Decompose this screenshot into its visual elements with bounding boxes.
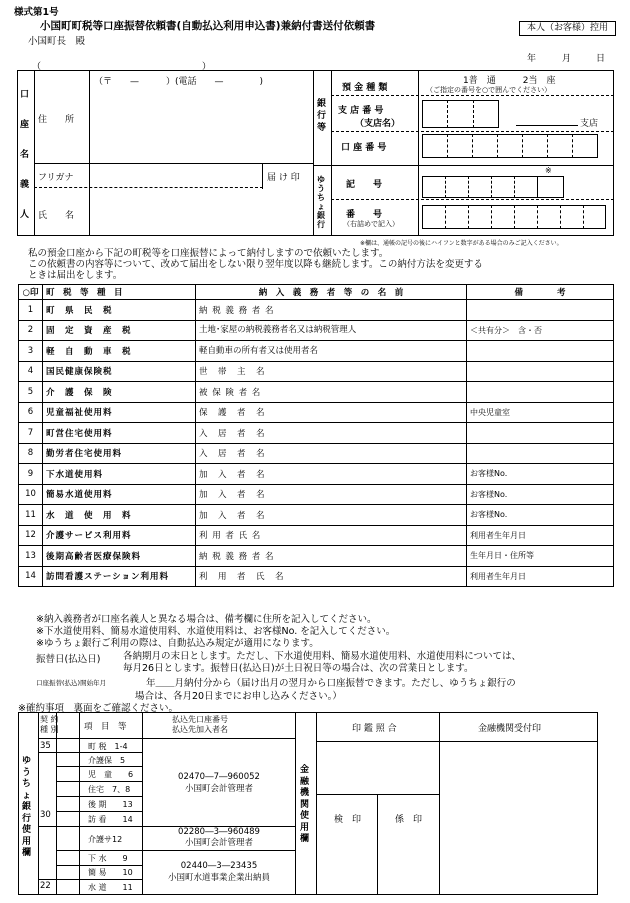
start-text: 年＿＿月納付分から（届け出月の翌月から口座振替できます。ただし、ゆうちょ銀行の (146, 678, 516, 689)
yucho-number-note: （右詰めで記入） (343, 220, 399, 228)
table-row (19, 525, 614, 546)
yucho-symbol-boxes[interactable] (422, 176, 564, 198)
row-note: お客様No. (467, 505, 614, 526)
row-number: 1 (19, 300, 43, 321)
row-note (467, 341, 614, 362)
bank-use-side-label: ゆ う ち ょ 銀 行 使 用 欄 (22, 756, 32, 858)
row-person: 加 入 者 名 (196, 464, 467, 485)
row-number: 6 (19, 402, 43, 423)
row-note (467, 443, 614, 464)
transfer-date-label: 振替日(払込日) (36, 654, 101, 665)
form-number: 様式第1号 (14, 7, 59, 18)
row-item: 下水道使用料 (43, 464, 196, 485)
yucho-side-label: ゆ う ち ょ 銀 行 (317, 175, 325, 229)
yucho-symbol-label: 記 号 (346, 180, 383, 190)
row-note (467, 382, 614, 403)
row-note: お客様No. (467, 484, 614, 505)
start-label: 口座振替(払込)開始年月 (36, 679, 107, 687)
row-note (467, 300, 614, 321)
tax-item-table (18, 284, 614, 587)
table-row (19, 505, 614, 526)
row-item: 国民健康保険税 (43, 361, 196, 382)
table-row (19, 382, 614, 403)
row-person: 利 用 者 氏 名 (196, 525, 467, 546)
start-text-2: 場合は、各月20日までにお申し込みください。） (135, 691, 342, 702)
branch-name-label: （支店名） (355, 119, 401, 129)
col-header-mark: ○印 (19, 285, 43, 300)
row-item: 勤労者住宅使用料 (43, 443, 196, 464)
row-item: 訪問看護ステーション利用料 (43, 566, 196, 587)
row-number: 3 (19, 341, 43, 362)
row-number: 9 (19, 464, 43, 485)
inspect-label: 検 印 (334, 815, 362, 825)
item-care-insurance: 介護保 5 (88, 756, 126, 765)
paren-open: （ (32, 62, 42, 72)
furigana-label: フリガナ (38, 173, 74, 183)
item-sewer: 下 水 9 (88, 854, 128, 863)
row-person: 納 税 義 務 者 名 (196, 546, 467, 567)
col-header-note: 備 考 (467, 285, 614, 300)
deposit-options: 1普 通 2当 座 (463, 76, 556, 86)
code-22: 22 (40, 881, 51, 891)
fin-side-label: 金 融 機 関 使 用 欄 (300, 765, 310, 844)
row-item: 町営住宅使用料 (43, 423, 196, 444)
code-35: 35 (40, 741, 51, 751)
row-person: 保 護 者 名 (196, 402, 467, 423)
date-day: 日 (596, 54, 606, 64)
branch-no-label: 支 店 番 号 (338, 106, 384, 116)
table-row (19, 546, 614, 567)
name-label: 氏 名 (38, 211, 75, 221)
yucho-number-label: 番 号 (346, 210, 383, 220)
row-item: 町 県 民 税 (43, 300, 196, 321)
form-title: 小国町町税等口座振替依頼書(自動払込利用申込書)兼納付書送付依頼書 (40, 20, 376, 32)
row-number: 2 (19, 320, 43, 341)
row-note: ＜共有分＞ 含・否 (467, 320, 614, 341)
row-person: 土地･家屋の納税義務者名又は納税管理人 (196, 320, 467, 341)
row-person: 入 居 者 名 (196, 423, 467, 444)
table-row (19, 341, 614, 362)
item-late-elderly: 後 期 13 (88, 800, 133, 809)
seal-label: 届 け 印 (267, 173, 300, 183)
col-header-item: 町 税 等 種 目 (43, 285, 196, 300)
received-label: 金融機関受付印 (478, 724, 542, 734)
row-note (467, 361, 614, 382)
row-number: 10 (19, 484, 43, 505)
account-holder-side-label: 口 座 名 義 人 (20, 90, 30, 220)
row-number: 7 (19, 423, 43, 444)
table-row (19, 402, 614, 423)
col-payee: 払込先口座番号 払込先加入者名 (172, 715, 228, 734)
row-item: 固 定 資 産 税 (43, 320, 196, 341)
postal-phone-line: （〒 — ）(電話 — ) (94, 77, 264, 87)
address-label: 住 所 (38, 115, 75, 125)
item-housing: 住宅 7、8 (88, 785, 131, 794)
row-person: 入 居 者 名 (196, 443, 467, 464)
row-note: 利用者生年月日 (467, 525, 614, 546)
col-item: 項 目 等 (84, 722, 127, 732)
row-person: 利 用 者 氏 名 (196, 566, 467, 587)
row-item: 後期高齢者医療保険料 (43, 546, 196, 567)
row-number: 8 (19, 443, 43, 464)
row-person: 納 税 義 務 者 名 (196, 300, 467, 321)
table-row (19, 300, 614, 321)
row-number: 14 (19, 566, 43, 587)
table-row (19, 484, 614, 505)
row-note: 利用者生年月日 (467, 566, 614, 587)
table-row (19, 361, 614, 382)
row-item: 軽 自 動 車 税 (43, 341, 196, 362)
row-note (467, 423, 614, 444)
row-number: 11 (19, 505, 43, 526)
item-visiting-nurse: 訪 看 14 (88, 815, 133, 824)
row-number: 4 (19, 361, 43, 382)
row-person: 世 帯 主 名 (196, 361, 467, 382)
row-item: 児童福祉使用料 (43, 402, 196, 423)
copy-label: 本人（お客様）控用 (519, 21, 616, 36)
table-row (19, 443, 614, 464)
branch-suffix: 支店 (580, 119, 599, 129)
row-person: 加 入 者 名 (196, 505, 467, 526)
row-number: 5 (19, 382, 43, 403)
row-note: お客様No. (467, 464, 614, 485)
branch-code-boxes[interactable] (422, 100, 499, 128)
row-person: 軽自動車の所有者又は使用者名 (196, 341, 467, 362)
payee-3: 02440―3―23435 小国町水道事業企業出納員 (167, 861, 270, 883)
transfer-date-text: 各納期月の末日とします。ただし、下水道使用料、簡易水道使用料、水道使用料については、 毎月26日とします。振替日(払込日)が土日祝日等の場合は、次の営業日とします。 (123, 651, 522, 674)
date-year: 年 (527, 54, 537, 64)
payee-1: 02470―7―960052 小国町会計管理者 (178, 772, 260, 794)
confirm-text: ※確約事項 裏面をご確認ください。 (18, 703, 178, 714)
row-number: 12 (19, 525, 43, 546)
row-item: 水 道 使 用 料 (43, 505, 196, 526)
payee-2: 02280―3―960489 小国町会計管理者 (178, 827, 260, 848)
row-note: 生年月日・住所等 (467, 546, 614, 567)
table-row (19, 320, 614, 341)
code-30: 30 (40, 810, 51, 820)
row-number: 13 (19, 546, 43, 567)
item-child: 児 童 6 (88, 770, 134, 779)
row-item: 介 護 保 険 (43, 382, 196, 403)
account-no-label: 口 座 番 号 (341, 143, 387, 153)
paren-close: ） (202, 62, 212, 72)
item-care-service: 介護サ12 (88, 835, 123, 844)
deposit-note: （ご指定の番号を○で囲んでください） (426, 86, 552, 94)
row-note: 中央児童室 (467, 402, 614, 423)
row-person: 加 入 者 名 (196, 484, 467, 505)
table-row (19, 464, 614, 485)
row-person: 被 保 険 者 名 (196, 382, 467, 403)
col-contract: 契 約 種 別 (40, 715, 59, 734)
table-row (19, 566, 614, 587)
intro-text: 私の預金口座から下記の町税等を口座振替によって納付しますので依頼いたします。 この依頼書の内容等について、改めて届出をしない限り翌年度以降も継続します。この納付方法を変更する ときは届出をします。 (28, 248, 483, 281)
seal-check-label: 印 鑑 照 合 (352, 724, 397, 734)
staff-label: 係 印 (395, 815, 423, 825)
table-row (19, 423, 614, 444)
item-town-tax: 町 税 1-4 (88, 742, 128, 751)
bank-side-label: 銀 行 等 (317, 99, 327, 133)
footnote-mark: ※欄は、通帳の記号の後にハイフンと数字がある場合のみご記入ください。 (360, 240, 563, 247)
col-header-person: 納 入 義 務 者 等 の 名 前 (196, 285, 467, 300)
item-simple-water: 簡 易 10 (88, 868, 133, 877)
date-month: 月 (562, 54, 572, 64)
notes: ※納入義務者が口座名義人と異なる場合は、備考欄に住所を記入してください。 ※下水道使用料、簡易水道使用料、水道使用料は、お客様No. を記入してください。 ※ゆうちょ銀行ご利用の際は、自動払込み規定が適用になります。 (36, 614, 396, 649)
row-item: 簡易水道使用料 (43, 484, 196, 505)
item-water: 水 道 11 (88, 883, 133, 892)
deposit-type-label: 預 金 種 類 (342, 83, 388, 93)
addressee: 小国町長 殿 (28, 36, 86, 47)
yucho-mark: ※ (545, 166, 552, 175)
row-item: 介護サービス利用料 (43, 525, 196, 546)
